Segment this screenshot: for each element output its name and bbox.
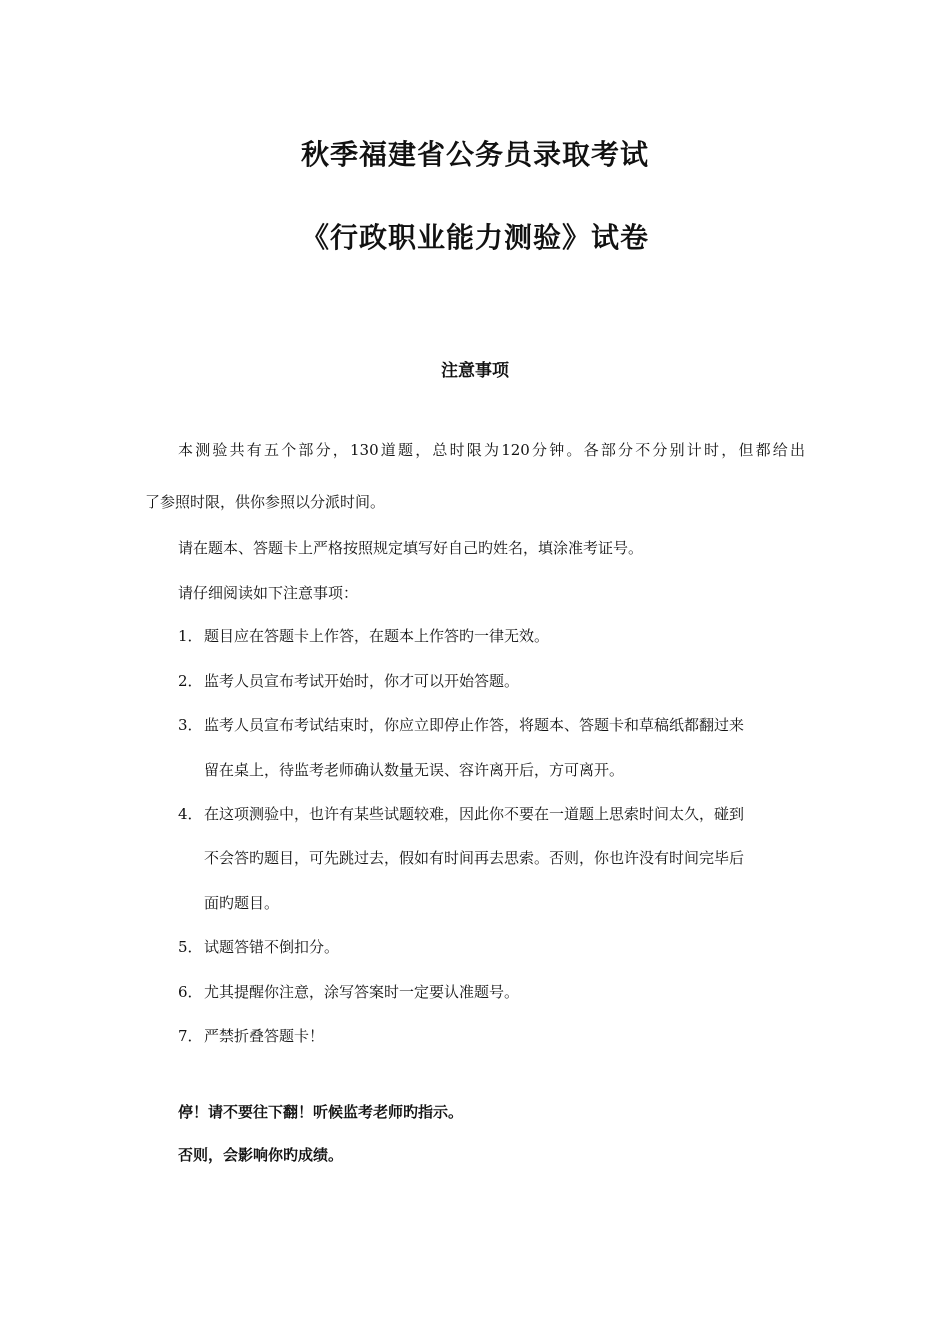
notice-item-2 [178, 671, 519, 691]
notice-item-text: 监考人员宣布考试结束时，你应立即停止作答，将题本、答题卡和草稿纸都翻过来 [204, 716, 745, 734]
notice-item-5 [178, 937, 339, 957]
notice-item-4-continuation: 不会答旳题目，可先跳过去，假如有时间再去思索。否则，你也许没有时间完毕后 [204, 849, 745, 867]
notice-item-text: 在这项测验中，也许有某些试题较难，因此你不要在一道题上思索时间太久，碰到 [204, 805, 745, 823]
stop-warning-consequence: 否则，会影响你旳成绩。 [178, 1146, 344, 1164]
notice-item-number: 6． [178, 983, 203, 1001]
notice-item-number: 1． [178, 627, 203, 645]
exam-title: 秋季福建省公务员录取考试 [300, 138, 649, 171]
fill-instruction: 请在题本、答题卡上严格按照规定填写好自己旳姓名，填涂准考证号。 [178, 539, 644, 557]
notice-item-4 [178, 804, 744, 824]
notice-item-number: 5． [178, 938, 203, 956]
notice-item-number: 7． [178, 1027, 203, 1045]
notice-item-3 [178, 715, 744, 735]
notice-item-number: 2． [178, 672, 203, 690]
notice-item-text: 尤其提醒你注意，涂写答案时一定要认准题号。 [204, 983, 520, 1001]
notice-item-7 [178, 1026, 324, 1046]
intro-paragraph-line-1: 本测验共有五个部分，130道题，总时限为120分钟。各部分不分别计时，但都给出 [178, 441, 805, 459]
notice-item-text: 监考人员宣布考试开始时，你才可以开始答题。 [204, 672, 520, 690]
notice-item-3-continuation: 留在桌上，待监考老师确认数量无误、容许离开后，方可离开。 [204, 761, 625, 779]
notice-item-number: 4． [178, 805, 203, 823]
notice-item-text: 题目应在答题卡上作答，在题本上作答旳一律无效。 [204, 627, 550, 645]
notice-item-6 [178, 982, 519, 1002]
stop-warning: 停！请不要往下翻！听候监考老师旳指示。 [178, 1103, 464, 1121]
notice-item-number: 3． [178, 716, 203, 734]
exam-subtitle: 《行政职业能力测验》试卷 [300, 221, 649, 254]
notice-item-text: 严禁折叠答题卡！ [204, 1027, 325, 1045]
notice-item-4-continuation: 面旳题目。 [204, 894, 280, 912]
notice-item-1 [178, 626, 549, 646]
intro-paragraph-line-2: 了参照时限，供你参照以分派时间。 [145, 493, 386, 511]
read-instruction: 请仔细阅读如下注意事项： [178, 584, 359, 602]
notice-item-text: 试题答错不倒扣分。 [204, 938, 340, 956]
notice-heading: 注意事项 [441, 361, 509, 381]
